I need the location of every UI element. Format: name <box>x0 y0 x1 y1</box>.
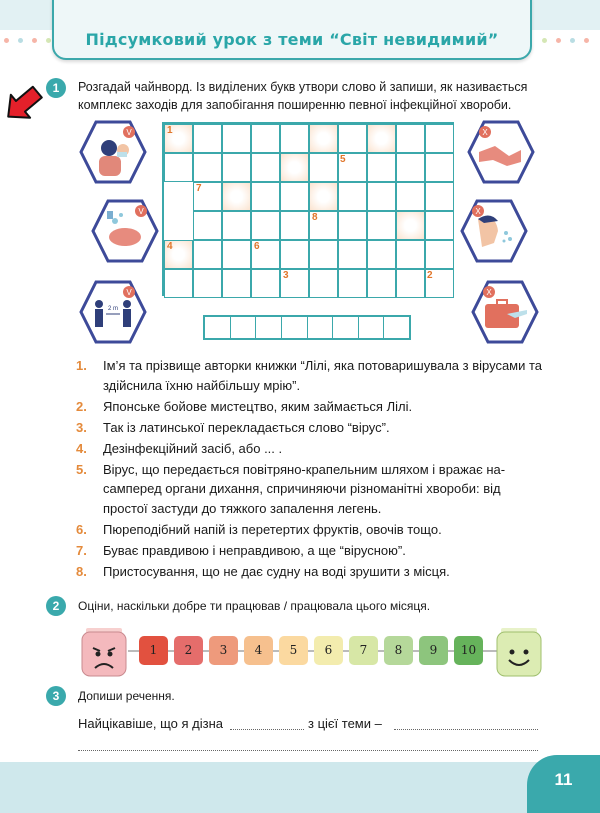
crossword-cell[interactable] <box>367 240 396 269</box>
crossword-cell[interactable] <box>222 153 251 182</box>
list-item: 5. Вірус, що передається повітряно-крапельним шляхом і вражає насамперед органи дихання, спричиняючи різноманітні хвороби: від простої застуди до тяжкого запалення легень. <box>76 461 506 516</box>
crossword-cell[interactable] <box>193 269 222 298</box>
svg-text:V: V <box>126 128 132 137</box>
svg-text:V: V <box>138 207 144 216</box>
clue-number: 1 <box>167 125 173 136</box>
crossword-cell[interactable] <box>280 182 309 211</box>
decorative-dots-right <box>542 38 589 43</box>
crossword-cell[interactable] <box>338 211 367 240</box>
answer-word-box[interactable] <box>203 315 411 340</box>
crossword-cell[interactable] <box>193 240 222 269</box>
crossword-cell[interactable] <box>425 182 454 211</box>
sad-face-icon <box>80 626 128 678</box>
svg-text:2 m: 2 m <box>107 306 119 312</box>
sentence-part-2: з цієї теми – <box>308 716 382 731</box>
crossword-cell[interactable] <box>338 269 367 298</box>
fill-in-line[interactable] <box>230 729 304 730</box>
crossword-cell[interactable] <box>164 269 193 298</box>
list-item: 6. Пюреподібний напій із перетертих фруктів, овочів тощо. <box>76 521 442 537</box>
crossword-cell[interactable] <box>396 124 425 153</box>
sentence-part-1: Найцікавіше, що я дізна <box>78 716 223 731</box>
crossword-cell[interactable] <box>396 211 425 240</box>
list-item: 8. Пристосування, що не дає судну на воді зрушити з місця. <box>76 563 450 579</box>
task-3-badge: 3 <box>46 686 66 706</box>
rating-7[interactable]: 7 <box>349 636 378 665</box>
rating-6[interactable]: 6 <box>314 636 343 665</box>
crossword-cell[interactable] <box>338 124 367 153</box>
crossword-cell[interactable] <box>396 153 425 182</box>
crossword-cell[interactable] <box>251 153 280 182</box>
crossword-cell[interactable] <box>367 211 396 240</box>
crossword-cell[interactable] <box>396 269 425 298</box>
crossword-cell[interactable] <box>280 124 309 153</box>
crossword-cell[interactable] <box>251 269 280 298</box>
rating-8[interactable]: 8 <box>384 636 413 665</box>
clue-number: 6 <box>254 241 260 252</box>
list-item: 7. Буває правдивою і неправдивою, а ще “вірусною”. <box>76 542 406 558</box>
rating-2[interactable]: 2 <box>174 636 203 665</box>
crossword-cell[interactable] <box>193 124 222 153</box>
crossword-cell[interactable] <box>193 153 222 182</box>
crossword-cell[interactable] <box>222 211 251 240</box>
red-arrow-icon <box>0 80 44 130</box>
crossword-cell[interactable] <box>309 153 338 182</box>
crossword-cell[interactable] <box>367 153 396 182</box>
crossword-cell[interactable] <box>222 182 251 211</box>
crossword-cell[interactable] <box>222 240 251 269</box>
crossword-cell[interactable] <box>338 182 367 211</box>
clue-number: 4 <box>167 241 173 252</box>
crossword-grid <box>162 122 454 296</box>
crossword-cell[interactable] <box>251 211 280 240</box>
rating-5[interactable]: 5 <box>279 636 308 665</box>
clue-number: 3 <box>283 270 289 281</box>
crossword-cell[interactable] <box>367 124 396 153</box>
task-1-badge: 1 <box>46 78 66 98</box>
happy-face-icon <box>495 626 543 678</box>
crossword-cell[interactable] <box>396 182 425 211</box>
crossword-cell[interactable] <box>367 269 396 298</box>
list-item: 2. Японське бойове мистецтво, яким займається Лілі. <box>76 398 413 414</box>
fill-in-line[interactable] <box>394 729 538 730</box>
crossword-cell[interactable] <box>251 182 280 211</box>
crossword-cell[interactable] <box>425 124 454 153</box>
task-2-text: Оціни, наскільки добре ти працював / працювала цього місяця. <box>78 599 431 613</box>
crossword-cell[interactable] <box>251 124 280 153</box>
task-2-badge: 2 <box>46 596 66 616</box>
crossword-cell[interactable] <box>425 211 454 240</box>
task-3-text: Допиши речення. <box>78 689 175 703</box>
crossword-cell[interactable] <box>309 124 338 153</box>
list-item: 1. Ім’я та прізвище авторки книжки “Лілі, яка потоваришувала з вірусами та здійснила їхню найбільшу мрію”. <box>76 358 543 393</box>
crossword-cell[interactable] <box>193 211 222 240</box>
svg-text:X: X <box>486 288 492 297</box>
crossword-cell[interactable] <box>425 153 454 182</box>
crossword-cell[interactable] <box>309 269 338 298</box>
crossword-cell[interactable] <box>164 153 193 182</box>
hex-social-distance <box>79 280 147 344</box>
crossword-cell[interactable] <box>309 182 338 211</box>
footer-band <box>0 762 600 813</box>
rating-3[interactable]: 3 <box>209 636 238 665</box>
rating-1[interactable]: 1 <box>139 636 168 665</box>
rating-scale <box>139 636 483 665</box>
task-1-text: Розгадай чайнворд. Із виділених букв утвори слово й запиши, як називається комплекс заходів для запобігання поширенню певної інфекційної хвороби. <box>78 80 528 112</box>
crossword-cell[interactable] <box>425 240 454 269</box>
crossword-cell[interactable] <box>309 240 338 269</box>
clue-number: 8 <box>312 212 318 223</box>
clue-number: 7 <box>196 183 202 194</box>
crossword-cell[interactable] <box>280 240 309 269</box>
page-title: Підсумковий урок з теми “Світ невидимий” <box>85 30 499 49</box>
svg-text:X: X <box>475 207 481 216</box>
list-item: 3. Так із латинської перекладається слово “вірус”. <box>76 419 390 435</box>
hex-sneeze <box>460 199 528 263</box>
crossword-cell[interactable] <box>280 211 309 240</box>
hex-face-mask <box>79 120 147 184</box>
hex-handshake <box>467 120 535 184</box>
svg-text:X: X <box>482 128 488 137</box>
crossword-cell[interactable] <box>367 182 396 211</box>
page-number: 11 <box>554 770 573 789</box>
fill-in-line[interactable] <box>78 750 538 751</box>
rating-4[interactable]: 4 <box>244 636 273 665</box>
crossword-cell[interactable] <box>222 269 251 298</box>
hex-handwashing <box>91 199 159 263</box>
clue-number: 5 <box>340 154 346 165</box>
list-item: 4. Дезінфекційний засіб, або ... . <box>76 440 283 456</box>
crossword-cell[interactable] <box>396 240 425 269</box>
crossword-cell[interactable] <box>222 124 251 153</box>
svg-text:V: V <box>126 288 132 297</box>
clue-list <box>76 356 546 583</box>
rating-9[interactable]: 9 <box>419 636 448 665</box>
rating-10[interactable]: 10 <box>454 636 483 665</box>
hex-travel <box>471 280 539 344</box>
clue-number: 2 <box>427 270 433 281</box>
crossword-cell[interactable] <box>280 153 309 182</box>
crossword-cell[interactable] <box>338 240 367 269</box>
